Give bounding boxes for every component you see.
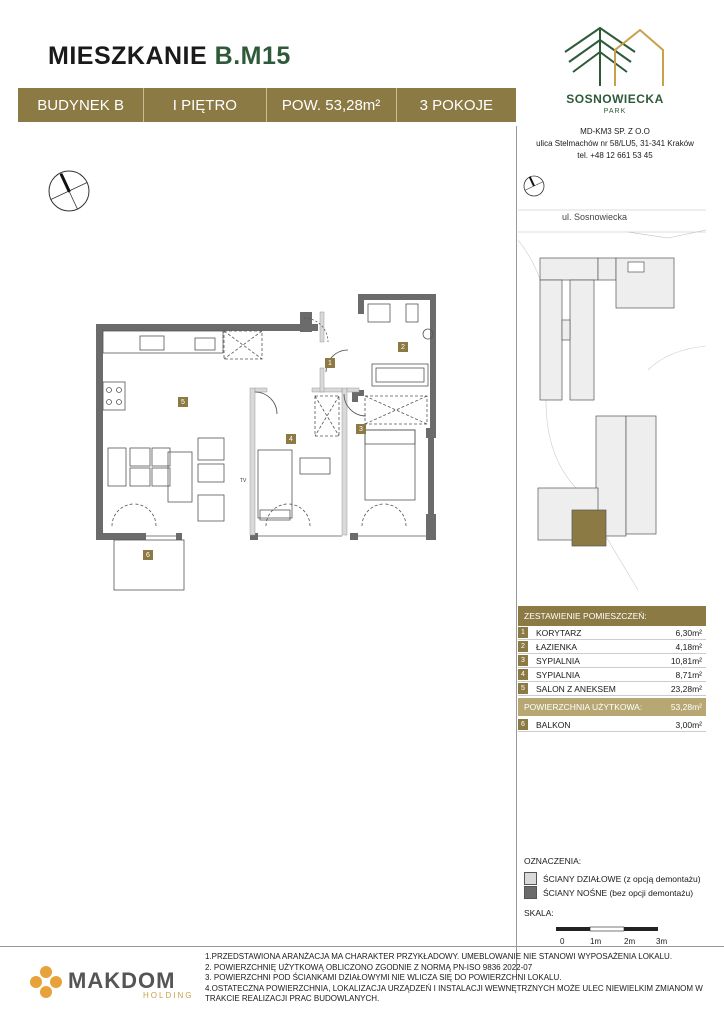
room-number-6: 6 <box>143 550 153 560</box>
scale-bar <box>556 926 676 936</box>
scale-tick-2: 2m <box>624 937 636 946</box>
scale-title: SKALA: <box>524 908 554 918</box>
room-number-4: 4 <box>286 434 296 444</box>
summary-row: 1 KORYTARZ 6,30m² <box>518 626 706 640</box>
makdom-holding: HOLDING <box>143 991 194 1000</box>
site-plan <box>518 170 706 600</box>
logo-name: SOSNOWIECKA <box>566 92 664 106</box>
summary-row: 2 ŁAZIENKA 4,18m² <box>518 640 706 654</box>
company-info <box>515 126 715 162</box>
scale-tick-1: 1m <box>590 937 602 946</box>
info-bar <box>18 88 516 122</box>
bearing-swatch <box>524 886 537 899</box>
legend-title: OZNACZENIA: <box>524 856 582 866</box>
street-label: ul. Sosnowiecka <box>562 212 628 222</box>
logo-sub: PARK <box>603 108 627 115</box>
divider-line <box>516 126 517 976</box>
info-area: POW. 53,28m² <box>267 88 397 122</box>
summary-row-balcony: 6 BALKON 3,00m² <box>518 718 706 732</box>
sosnowiecka-logo <box>555 22 675 115</box>
tv-label: TV <box>240 478 247 484</box>
info-building: BUDYNEK B <box>18 88 144 122</box>
tree-house-icon <box>555 22 675 92</box>
floor-plan <box>90 290 450 610</box>
room-number-1: 1 <box>325 358 335 368</box>
company-address: ulica Stelmachów nr 58/LU5, 31-341 Kraków <box>536 139 694 148</box>
makdom-word: MAKDOM <box>68 968 176 993</box>
title-prefix: MIESZKANIE <box>48 42 208 70</box>
info-floor: I PIĘTRO <box>144 88 266 122</box>
note-3: 3. POWIERZCHNI POD ŚCIANKAMI DZIAŁOWYMI NIE WLICZA SIĘ DO POWIERZCHNI LOKALU. <box>205 973 562 982</box>
footer-divider <box>0 946 724 947</box>
note-1: 1.PRZEDSTAWIONA ARANŻACJA MA CHARAKTER PRZYKŁADOWY. UMEBLOWANIE NIE STANOWI WYPOSAŻENIA LOKALU. <box>205 952 673 961</box>
note-4: 4.OSTATECZNA POWIERZCHNIA, LOKALIZACJA URZĄDZEŃ I INSTALACJI WEWNĘTRZNYCH MOŻE ULEC NIEWIELKIM ZMIANOM W TRAKCIE REALIZACJI PRAC BUDOWLANYCH. <box>205 983 703 1003</box>
info-rooms: 3 POKOJE <box>419 96 494 114</box>
apartment-title <box>48 42 291 71</box>
legend-partition: ŚCIANY DZIAŁOWE (z opcją demontażu) <box>524 872 701 885</box>
site-compass-icon <box>524 176 544 196</box>
summary-row: 4 SYPIALNIA 8,71m² <box>518 668 706 682</box>
usable-area-total: POWIERZCHNIA UŻYTKOWA: 53,28m² <box>518 698 706 716</box>
compass-icon <box>44 166 94 216</box>
notes <box>205 952 710 1005</box>
room-number-2: 2 <box>398 342 408 352</box>
rooms-summary <box>518 606 706 732</box>
room-number-5: 5 <box>178 397 188 407</box>
partition-swatch <box>524 872 537 885</box>
summary-row: 3 SYPIALNIA 10,81m² <box>518 654 706 668</box>
flower-icon <box>28 964 64 1000</box>
summary-heading: ZESTAWIENIE POMIESZCZEŃ: <box>518 606 706 626</box>
scale-tick-3: 3m <box>656 937 668 946</box>
company-name: MD-KM3 SP. Z O.O <box>580 127 650 136</box>
apartment-code: B.M15 <box>214 42 291 70</box>
company-phone: tel. +48 12 661 53 45 <box>577 151 653 160</box>
makdom-logo <box>28 964 194 1005</box>
summary-row: 5 SALON Z ANEKSEM 23,28m² <box>518 682 706 696</box>
scale-tick-0: 0 <box>560 937 565 946</box>
legend-bearing: ŚCIANY NOŚNE (bez opcji demontażu) <box>524 886 693 899</box>
room-number-3: 3 <box>356 424 366 434</box>
note-2: 2. POWIERZCHNIĘ UŻYTKOWĄ OBLICZONO ZGODNIE Z NORMĄ PN-ISO 9836 2022-07 <box>205 962 533 972</box>
